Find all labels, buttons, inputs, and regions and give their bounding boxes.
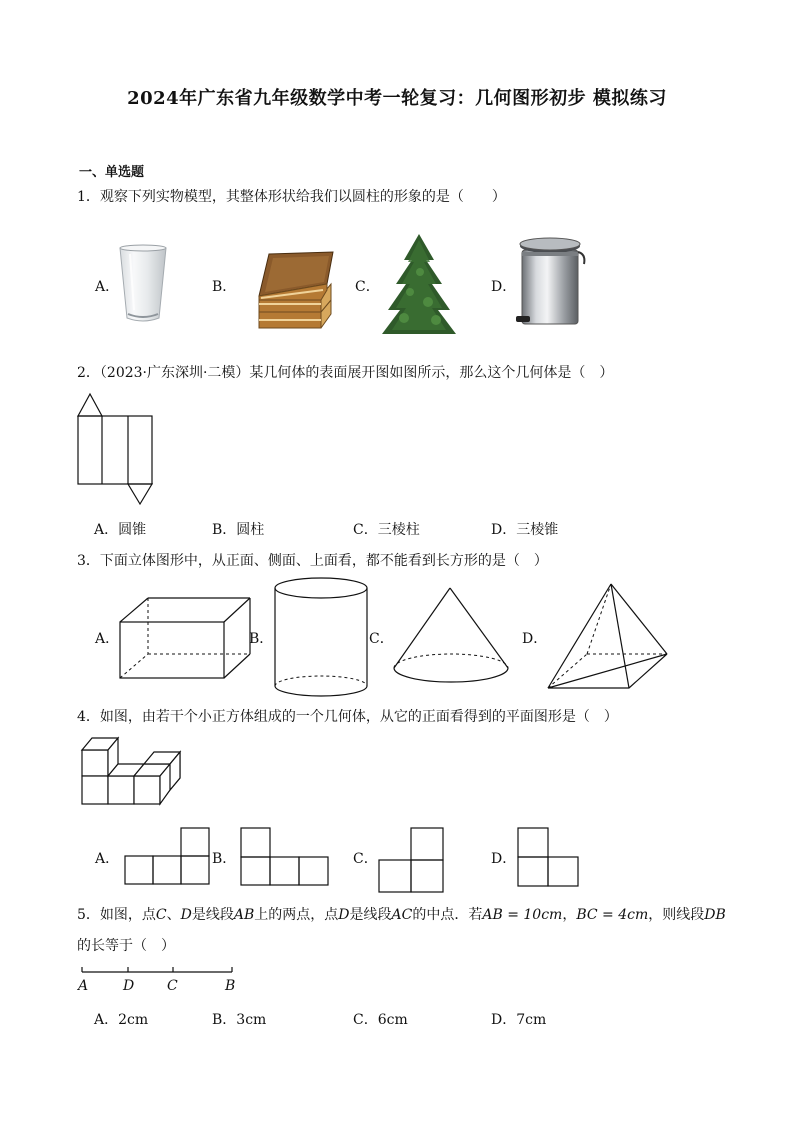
q1-option-a-label: A． <box>95 279 120 295</box>
stack-of-books-image <box>255 250 335 334</box>
q4-option-a-figure <box>123 826 213 888</box>
surface-net-figure <box>76 392 156 508</box>
q4-option-d-figure <box>516 826 582 890</box>
q1-option-c-label: C． <box>355 279 380 295</box>
question-5-stem-line-2: 的长等于（ ） <box>77 938 175 954</box>
question-3-stem: 3．下面立体图形中，从正面、侧面、上面看，都不能看到长方形的是（ ） <box>77 553 548 569</box>
q5-option-c: C．6cm <box>353 1012 408 1028</box>
q4-option-b-label: B． <box>212 851 237 867</box>
cube-stack-figure <box>80 734 186 808</box>
rectangular-prism-figure <box>118 596 254 682</box>
question-5-stem: 5．如图，点C、D是线段AB上的两点，点D是线段AC的中点．若AB = 10cm，BC = 4cm，则线段DB <box>77 907 726 923</box>
q5-option-a: A．2cm <box>94 1012 149 1028</box>
q1-option-d-label: D． <box>491 279 517 295</box>
question-1-stem: 1．观察下列实物模型，其整体形状给我们以圆柱的形象的是（ ） <box>77 189 506 205</box>
cone-figure <box>390 586 512 686</box>
q4-option-c-figure <box>377 826 447 894</box>
point-label-c: C <box>167 978 178 994</box>
square-pyramid-figure <box>545 582 671 692</box>
section-heading: 一、单选题 <box>79 165 145 180</box>
q5-option-b: B．3cm <box>212 1012 267 1028</box>
drinking-glass-image <box>118 244 168 324</box>
line-segment-figure <box>80 964 240 976</box>
q2-option-a: A．圆锥 <box>94 522 147 538</box>
q2-option-b: B．圆柱 <box>212 522 265 538</box>
q4-option-a-label: A． <box>95 851 120 867</box>
q3-option-d-label: D． <box>522 631 548 647</box>
q3-option-b-label: B． <box>249 631 274 647</box>
question-2-stem: 2．（2023·广东深圳·二模）某几何体的表面展开图如图所示，那么这个几何体是（ ） <box>77 365 614 381</box>
cylinder-figure <box>272 576 372 698</box>
point-label-d: D <box>123 978 135 994</box>
q3-option-c-label: C． <box>369 631 394 647</box>
christmas-tree-image <box>380 232 458 338</box>
q2-option-d: D．三棱锥 <box>491 522 559 538</box>
q4-option-b-figure <box>239 826 331 888</box>
pedal-trash-can-image <box>514 236 590 328</box>
point-label-b: B <box>225 978 236 994</box>
q1-option-b-label: B． <box>212 279 237 295</box>
q3-option-a-label: A． <box>95 631 120 647</box>
q5-option-d: D．7cm <box>491 1012 547 1028</box>
q4-option-d-label: D． <box>491 851 517 867</box>
q4-option-c-label: C． <box>353 851 378 867</box>
question-4-stem: 4．如图，由若干个小正方体组成的一个几何体，从它的正面看得到的平面图形是（ ） <box>77 709 618 725</box>
point-label-a: A <box>78 978 89 994</box>
q2-option-c: C．三棱柱 <box>353 522 420 538</box>
page-title: 2024年广东省九年级数学中考一轮复习：几何图形初步 模拟练习 <box>127 88 667 109</box>
